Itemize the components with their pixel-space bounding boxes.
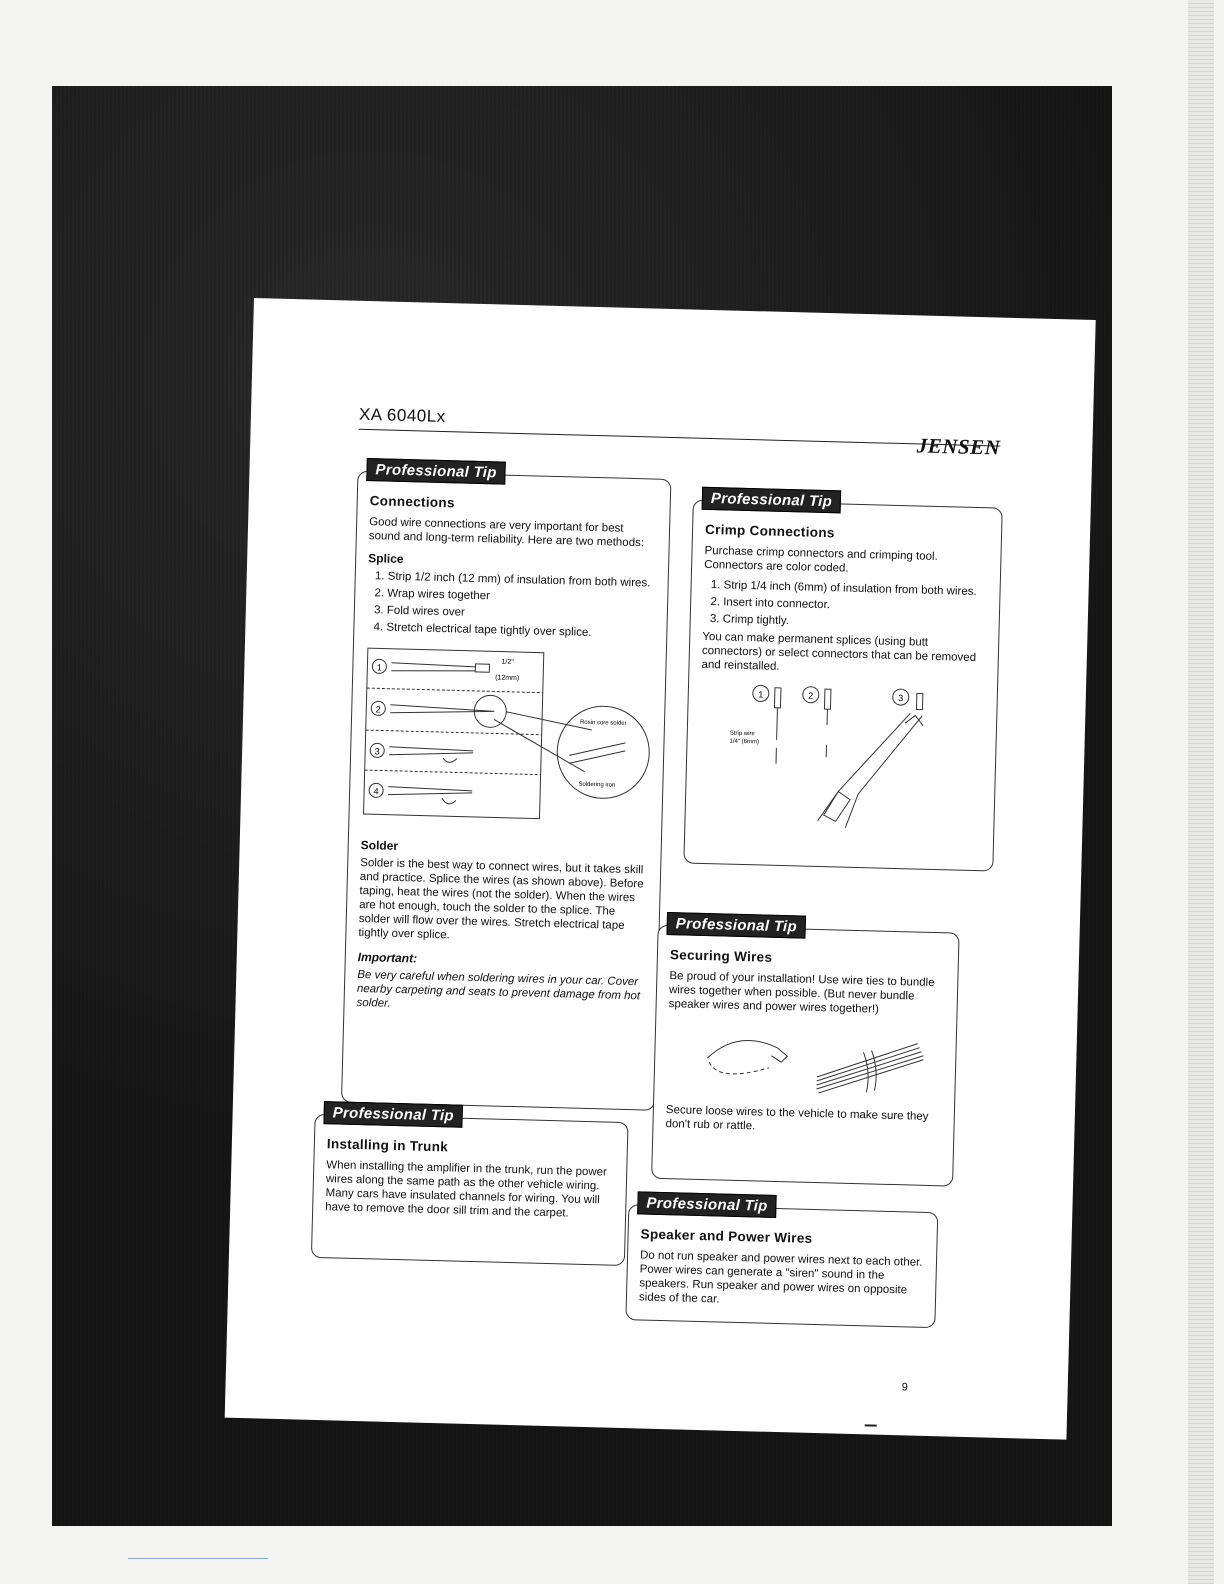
soldering-iron-label: Soldering iron	[578, 781, 616, 789]
step-number-3: 3	[898, 693, 904, 704]
step-number-2: 2	[375, 704, 381, 715]
model-number: XA 6040Lx	[358, 404, 446, 427]
page-mark	[865, 1424, 877, 1426]
tip-title: Speaker and Power Wires	[640, 1226, 813, 1246]
tip-crimp	[683, 490, 1002, 872]
important-heading: Important:	[357, 949, 418, 966]
splice-steps	[366, 569, 656, 642]
strip-wire-label: Strip wire	[729, 730, 755, 738]
tip-badge: Professional Tip	[702, 487, 842, 514]
splice-illustration	[361, 646, 655, 826]
tip-speaker-power-wires	[625, 1194, 938, 1328]
trunk-text: When installing the amplifier in the trunk, run the power wires along the same path as the other vehicle wiring. Many cars have insulated channels for wiring. You will have to remove the door sill trim and the carpet.	[325, 1159, 608, 1220]
step-number-1: 1	[758, 689, 764, 700]
step-number-4: 4	[373, 786, 379, 797]
tip-title: Crimp Connections	[704, 521, 835, 541]
tip-badge: Professional Tip	[637, 1191, 777, 1218]
connections-intro: Good wire connections are very important for best sound and long-term reliability. Here are two methods:	[368, 516, 645, 550]
list-item: 4. Stretch electrical tape tightly over splice.	[386, 621, 654, 642]
brand-logo: JENSEN	[916, 433, 1001, 460]
securing-caption: Secure loose wires to the vehicle to make sure they don't rub or rattle.	[665, 1104, 929, 1133]
tip-installing-trunk	[311, 1104, 629, 1266]
list-item: 1. Strip 1/4 inch (6mm) of insulation from both wires.	[723, 578, 987, 599]
list-item: 3. Fold wires over	[387, 604, 655, 625]
bottom-rule	[128, 1558, 268, 1559]
list-item: 2. Wrap wires together	[387, 587, 655, 608]
step-number-3: 3	[374, 746, 380, 757]
page-number: 9	[901, 1381, 908, 1394]
securing-text: Be proud of your installation! Use wire ties to bundle wires together when possible. (But never bundle speaker wires and power wires together!)	[668, 970, 935, 1016]
dimension-mm-label: (12mm)	[495, 674, 520, 683]
crimp-intro: Purchase crimp connectors and crimping tool. Connectors are color coded.	[704, 544, 938, 575]
step-number-1: 1	[376, 662, 383, 673]
crimp-outro: You can make permanent splices (using butt connectors) or select connectors that can be removed and reinstalled.	[701, 630, 977, 673]
crimp-steps	[703, 578, 988, 633]
scan-edge-noise	[1188, 0, 1214, 1584]
rosin-core-label: Rosin core solder	[579, 719, 627, 727]
list-item: 3. Crimp tightly.	[723, 612, 987, 633]
tip-badge: Professional Tip	[666, 912, 806, 939]
tip-badge: Professional Tip	[323, 1101, 463, 1128]
wire-tie-illustration	[666, 1017, 944, 1106]
crimp-illustration	[697, 678, 985, 835]
step-number-2: 2	[808, 690, 814, 701]
tip-title: Securing Wires	[669, 947, 773, 965]
solder-text: Solder is the best way to connect wires, but it takes skill and practice. Splice the wires (as shown above). Before taping, heat the wires (not the solder). When the wires are hot enough, touch the solder to the splice. The solder will flow over the wires. Stretch electrical tape tightly over splice.	[358, 856, 644, 942]
dimension-label: 1/2"	[501, 658, 514, 666]
tip-title: Installing in Trunk	[326, 1136, 449, 1155]
tip-title: Connections	[369, 493, 455, 511]
tip-connections	[341, 461, 671, 1111]
document-page	[225, 298, 1096, 1440]
tip-badge: Professional Tip	[366, 458, 506, 485]
splice-heading: Splice	[368, 551, 404, 567]
solder-heading: Solder	[360, 837, 399, 853]
tip-securing-wires	[651, 915, 960, 1187]
important-text: Be very careful when soldering wires in your car. Cover nearby carpeting and seats to prevent damage from hot solder.	[356, 968, 641, 1010]
list-item: 1. Strip 1/2 inch (12 mm) of insulation from both wires.	[388, 570, 656, 591]
speaker-text: Do not run speaker and power wires next to each other. Power wires can generate a "siren" sound in the speakers. Run speaker and power wires on opposite sides of the car.	[638, 1249, 923, 1306]
list-item: 2. Insert into connector.	[723, 595, 987, 616]
strip-wire-mm-label: 1/4" (6mm)	[729, 738, 760, 746]
